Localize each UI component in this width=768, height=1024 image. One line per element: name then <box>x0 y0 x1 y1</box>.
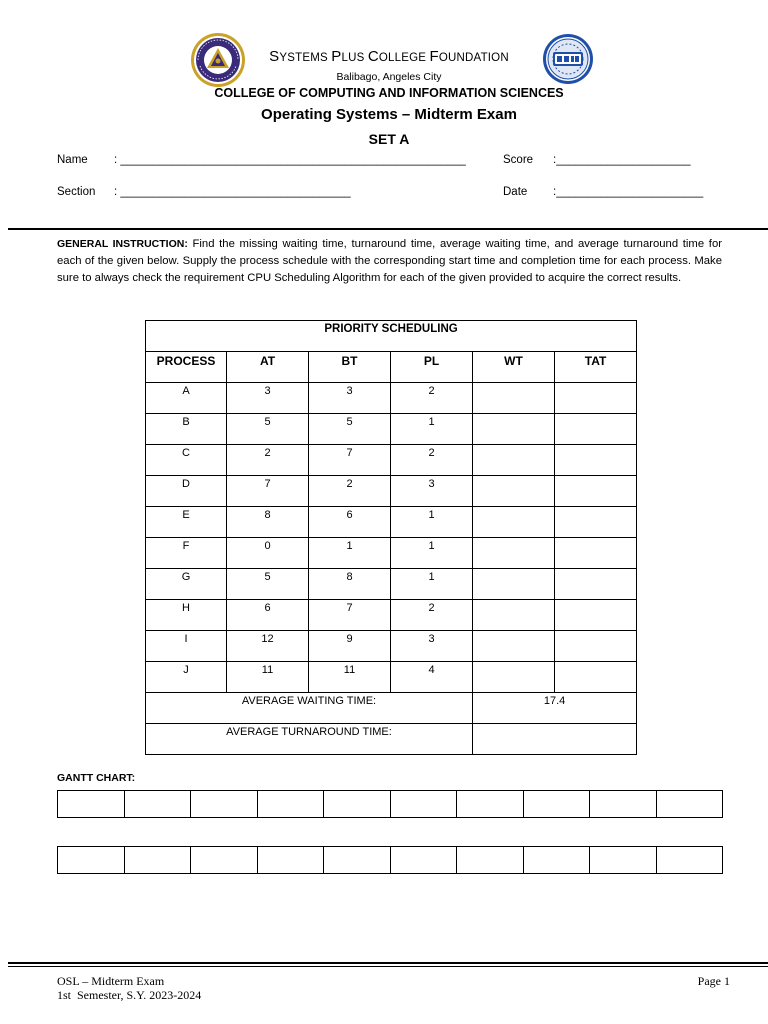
date-label: Date <box>503 186 528 198</box>
cell-pl: 1 <box>391 507 473 538</box>
gantt-cell[interactable] <box>524 791 591 817</box>
cell-wt[interactable] <box>473 445 555 476</box>
cell-at: 0 <box>227 538 309 569</box>
cell-at: 12 <box>227 631 309 662</box>
gantt-cell[interactable] <box>524 847 591 873</box>
cell-process: H <box>146 600 227 631</box>
cell-wt[interactable] <box>473 538 555 569</box>
cell-process: E <box>146 507 227 538</box>
gantt-chart-label: GANTT CHART: <box>57 772 136 784</box>
cell-wt[interactable] <box>473 631 555 662</box>
column-header-process: PROCESS <box>146 352 227 383</box>
cell-tat[interactable] <box>555 600 637 631</box>
gantt-cell[interactable] <box>191 791 258 817</box>
cell-tat[interactable] <box>555 476 637 507</box>
cell-process: F <box>146 538 227 569</box>
cell-bt: 1 <box>309 538 391 569</box>
cell-process: A <box>146 383 227 414</box>
column-header-at: AT <box>227 352 309 383</box>
cell-wt[interactable] <box>473 662 555 693</box>
cell-bt: 7 <box>309 445 391 476</box>
gantt-cell[interactable] <box>258 791 325 817</box>
general-instruction <box>57 236 722 287</box>
table-row <box>146 414 637 445</box>
instruction-text: Find the missing waiting time, turnaround time, average waiting time, and average turnaround time for each of the given below. Supply the process schedule with the corresponding start time and completion time for each process. Make sure to always check the requirement CPU Scheduling Algorithm for each of the given provided to acquire the correct results. <box>57 238 722 284</box>
column-header-tat: TAT <box>555 352 637 383</box>
footer-semester: 1st Semester, S.Y. 2023-2024 <box>57 988 202 1002</box>
cell-tat[interactable] <box>555 631 637 662</box>
date-field[interactable]: :_______________________ <box>553 186 704 198</box>
table-row <box>146 383 637 414</box>
gantt-cell[interactable] <box>324 847 391 873</box>
cell-bt: 7 <box>309 600 391 631</box>
cell-bt: 9 <box>309 631 391 662</box>
cell-bt: 8 <box>309 569 391 600</box>
footer-course: OSL – Midterm Exam <box>57 974 165 988</box>
college-name: SYSTEMS PLUS COLLEGE FOUNDATION <box>269 48 509 65</box>
priority-scheduling-table <box>145 320 637 755</box>
cell-at: 11 <box>227 662 309 693</box>
cell-pl: 1 <box>391 414 473 445</box>
gantt-cell[interactable] <box>391 847 458 873</box>
cell-at: 7 <box>227 476 309 507</box>
cell-pl: 1 <box>391 569 473 600</box>
cell-at: 2 <box>227 445 309 476</box>
gantt-cell[interactable] <box>324 791 391 817</box>
gantt-row-processes <box>57 790 723 818</box>
cell-at: 5 <box>227 569 309 600</box>
cell-wt[interactable] <box>473 414 555 445</box>
cell-pl: 2 <box>391 600 473 631</box>
table-row <box>146 631 637 662</box>
page-number: Page 1 <box>697 974 730 988</box>
column-header-bt: BT <box>309 352 391 383</box>
cell-at: 3 <box>227 383 309 414</box>
cell-process: J <box>146 662 227 693</box>
gantt-cell[interactable] <box>58 791 125 817</box>
table-row <box>146 569 637 600</box>
cell-pl: 4 <box>391 662 473 693</box>
name-label: Name <box>57 154 88 166</box>
table-row <box>146 538 637 569</box>
gantt-cell[interactable] <box>457 791 524 817</box>
cell-bt: 5 <box>309 414 391 445</box>
gantt-cell[interactable] <box>657 791 723 817</box>
avg-turnaround-label: AVERAGE TURNAROUND TIME: <box>146 724 473 755</box>
exam-set: SET A <box>368 131 410 147</box>
footer-divider-thin <box>8 966 768 967</box>
cell-tat[interactable] <box>555 662 637 693</box>
table-row <box>146 476 637 507</box>
avg-turnaround-value[interactable] <box>473 724 637 755</box>
table-title: PRIORITY SCHEDULING <box>146 321 637 352</box>
cell-wt[interactable] <box>473 507 555 538</box>
cell-process: D <box>146 476 227 507</box>
column-header-wt: WT <box>473 352 555 383</box>
gantt-cell[interactable] <box>58 847 125 873</box>
gantt-cell[interactable] <box>457 847 524 873</box>
footer-divider <box>8 962 768 964</box>
cell-process: C <box>146 445 227 476</box>
cell-wt[interactable] <box>473 569 555 600</box>
gantt-cell[interactable] <box>125 847 192 873</box>
gantt-cell[interactable] <box>590 791 657 817</box>
gantt-cell[interactable] <box>258 847 325 873</box>
table-row <box>146 507 637 538</box>
cell-wt[interactable] <box>473 476 555 507</box>
cell-tat[interactable] <box>555 538 637 569</box>
cell-at: 6 <box>227 600 309 631</box>
cell-process: B <box>146 414 227 445</box>
header-divider <box>8 228 768 230</box>
table-row <box>146 445 637 476</box>
avg-waiting-value[interactable]: 17.4 <box>473 693 637 724</box>
gantt-cell[interactable] <box>657 847 723 873</box>
cell-at: 8 <box>227 507 309 538</box>
column-header-pl: PL <box>391 352 473 383</box>
cell-at: 5 <box>227 414 309 445</box>
table-row <box>146 662 637 693</box>
name-field[interactable]: : ______________________________________________________ <box>114 154 466 166</box>
college-address: Balibago, Angeles City <box>336 71 442 83</box>
cell-tat[interactable] <box>555 507 637 538</box>
cell-bt: 11 <box>309 662 391 693</box>
instruction-heading: GENERAL INSTRUCTION: <box>57 238 188 250</box>
section-label: Section <box>57 186 96 198</box>
score-field[interactable]: :_____________________ <box>553 154 691 166</box>
cell-tat[interactable] <box>555 414 637 445</box>
avg-waiting-label: AVERAGE WAITING TIME: <box>146 693 473 724</box>
gantt-cell[interactable] <box>125 791 192 817</box>
cell-bt: 2 <box>309 476 391 507</box>
exam-title: Operating Systems – Midterm Exam <box>261 106 517 123</box>
cell-process: I <box>146 631 227 662</box>
table-row <box>146 600 637 631</box>
cell-pl: 2 <box>391 383 473 414</box>
cell-tat[interactable] <box>555 383 637 414</box>
cell-wt[interactable] <box>473 600 555 631</box>
department-name: COLLEGE OF COMPUTING AND INFORMATION SCIENCES <box>214 86 564 100</box>
gantt-cell[interactable] <box>391 791 458 817</box>
cell-tat[interactable] <box>555 569 637 600</box>
cell-pl: 3 <box>391 631 473 662</box>
cell-tat[interactable] <box>555 445 637 476</box>
cell-bt: 6 <box>309 507 391 538</box>
cell-bt: 3 <box>309 383 391 414</box>
cell-pl: 2 <box>391 445 473 476</box>
cell-pl: 1 <box>391 538 473 569</box>
footer-course-info <box>57 974 201 1002</box>
score-label: Score <box>503 154 534 166</box>
cell-wt[interactable] <box>473 383 555 414</box>
cell-pl: 3 <box>391 476 473 507</box>
cell-process: G <box>146 569 227 600</box>
gantt-cell[interactable] <box>191 847 258 873</box>
gantt-cell[interactable] <box>590 847 657 873</box>
gantt-row-times <box>57 846 723 874</box>
section-field[interactable]: : ____________________________________ <box>114 186 351 198</box>
